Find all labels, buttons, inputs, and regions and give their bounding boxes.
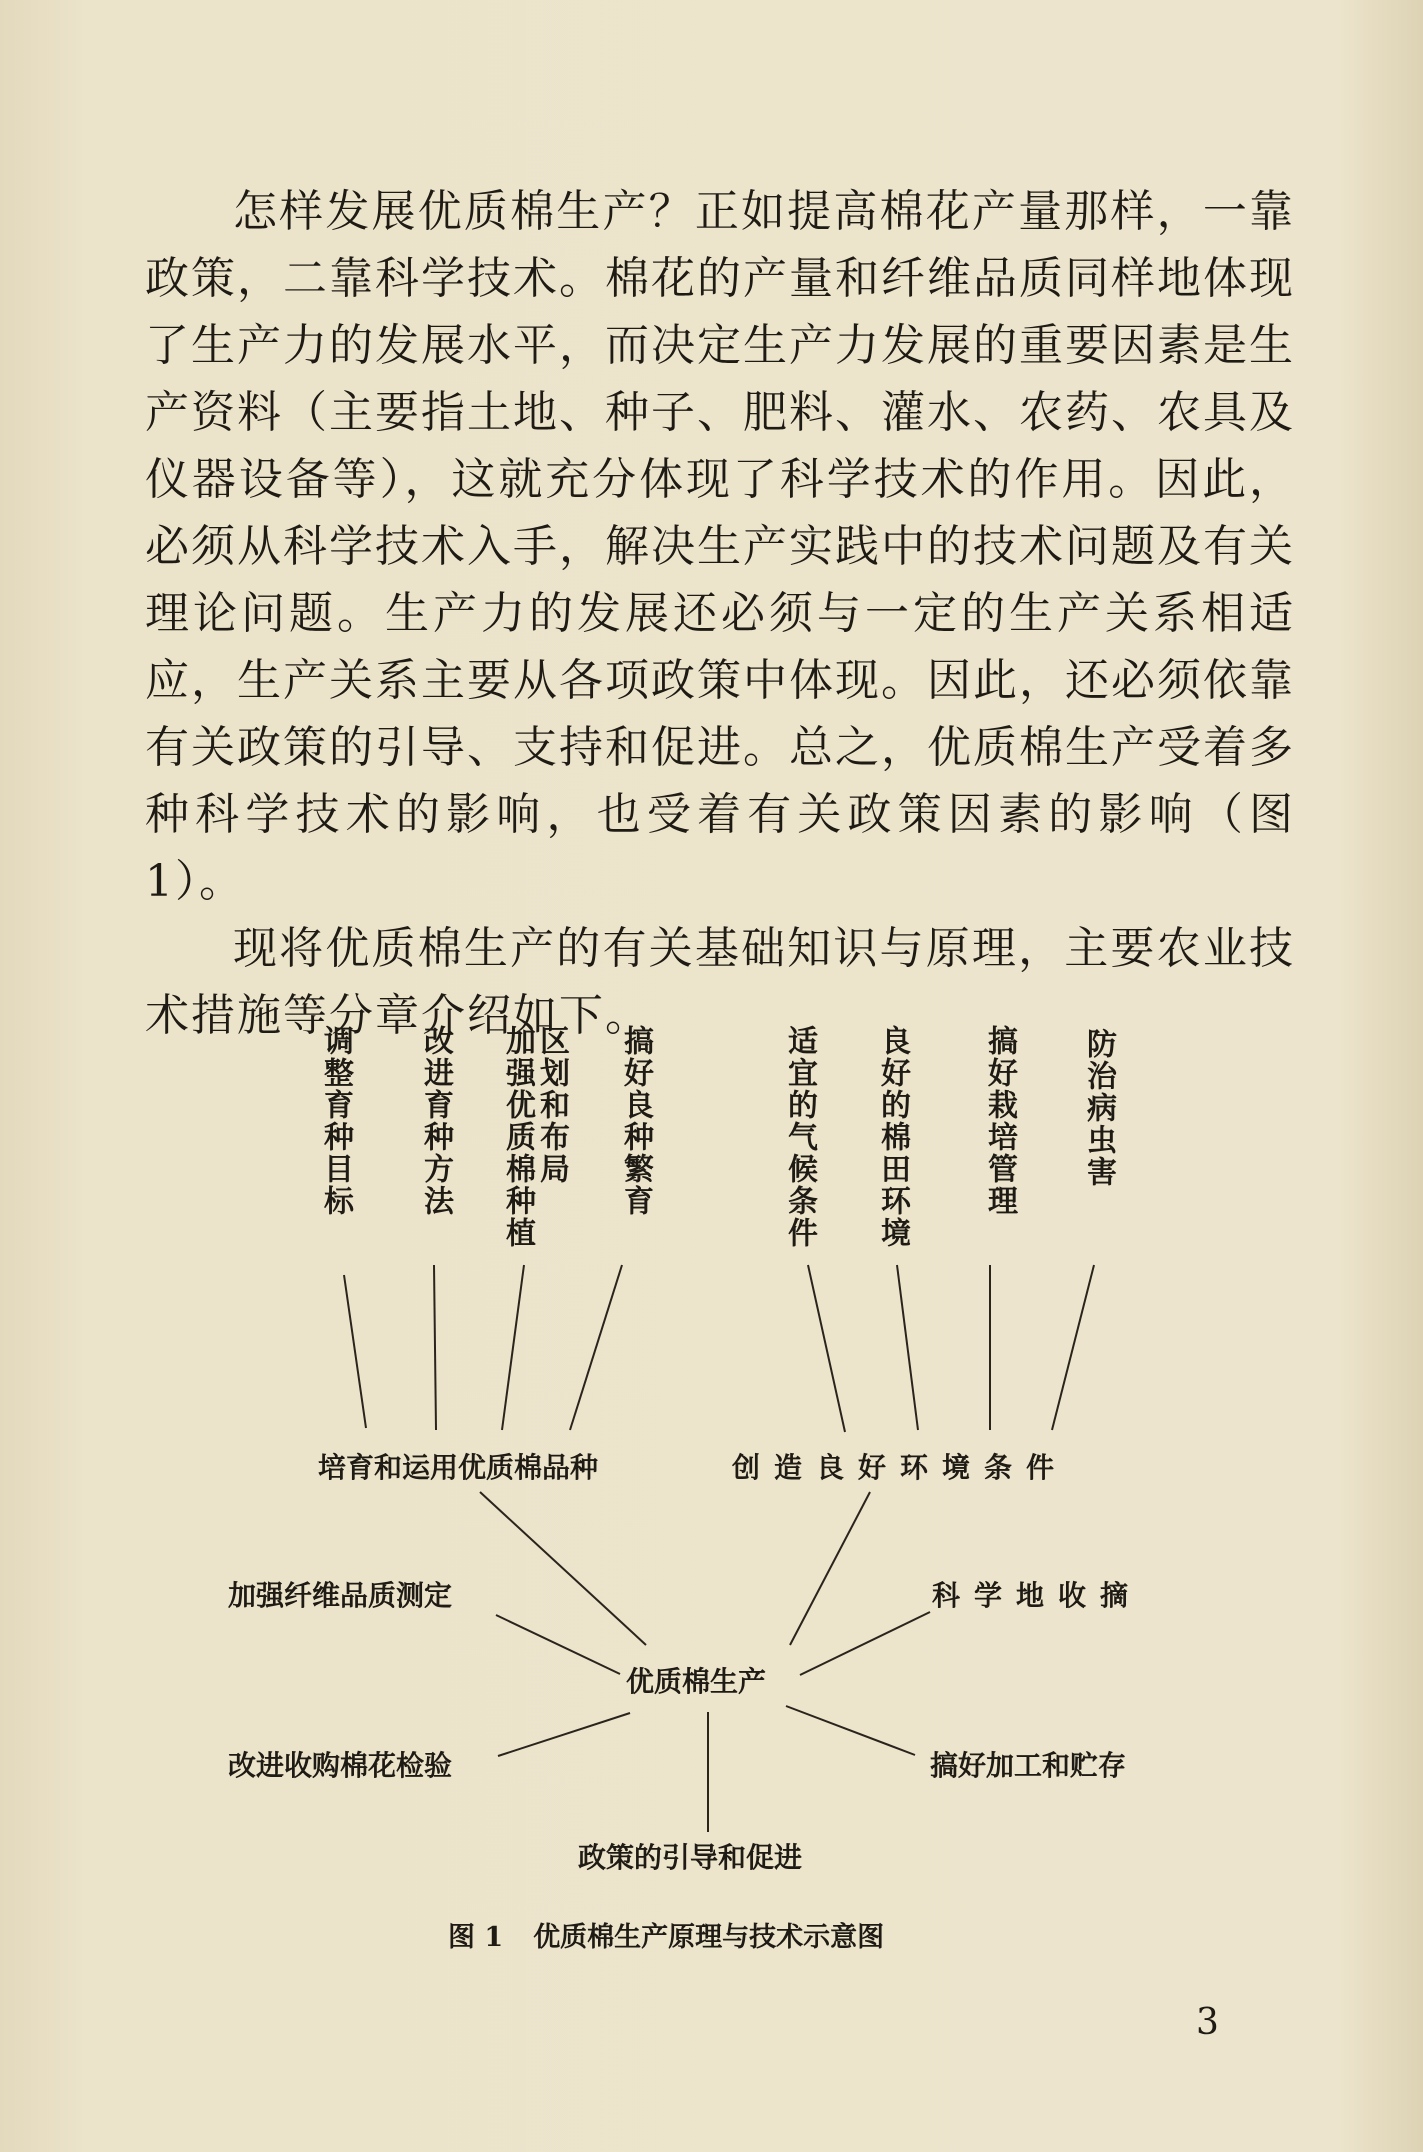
- connector-line: [1052, 1265, 1094, 1430]
- figure-caption: [448, 1915, 884, 1954]
- label-quality-cotton-production: 优质棉生产: [626, 1665, 767, 1698]
- connector-line: [800, 1612, 930, 1675]
- connector-line: [786, 1706, 915, 1755]
- label-zoning-layout: 区划和布局: [534, 1025, 569, 1185]
- label-climate-conditions: 适宜的气候条件: [782, 1025, 817, 1249]
- figure-title: 优质棉生产原理与技术示意图: [533, 1922, 885, 1953]
- page-number: 3: [1196, 2002, 1219, 2043]
- connector-line: [480, 1492, 646, 1645]
- label-improve-breeding-method: 改进育种方法: [418, 1025, 453, 1217]
- connector-line: [496, 1615, 620, 1674]
- label-field-environment: 良好的棉田环境: [875, 1025, 910, 1249]
- connector-line: [897, 1265, 918, 1430]
- label-seed-propagation: 搞好良种繁育: [618, 1025, 653, 1217]
- figure-number: 图 1: [448, 1922, 504, 1953]
- label-strengthen-planting: 加强优质棉种植: [500, 1025, 535, 1249]
- label-create-environment: 创造良好环境条件: [732, 1451, 1069, 1484]
- paragraph-1: 怎样发展优质棉生产？正如提高棉花产量那样，一靠政策，二靠科学技术。棉花的产量和纤维品质同样地体现了生产力的发展水平，而决定生产力发展的重要因素是生产资料（主要指土地、种子、肥料、灌水、农药、农具及仪器设备等），这就充分体现了科学技术的作用。因此，必须从科学技术入手，解决生产实践中的技术问题及有关理论问题。生产力的发展还必须与一定的生产关系相适应，生产关系主要从各项政策中体现。因此，还必须依靠有关政策的引导、支持和促进。总之，优质棉生产受着多种科学技术的影响，也受着有关政策因素的影响（图1）。: [145, 186, 1295, 907]
- label-scientific-harvest: 科学地收摘: [932, 1579, 1143, 1612]
- connector-line: [790, 1492, 870, 1645]
- connector-line: [434, 1265, 436, 1430]
- label-policy-guidance: 政策的引导和促进: [578, 1841, 803, 1874]
- paragraph-2: 现将优质棉生产的有关基础知识与原理，主要农业技术措施等分章介绍如下。: [145, 923, 1295, 1041]
- connector-line: [344, 1275, 366, 1428]
- label-pest-control: 防治病虫害: [1081, 1028, 1116, 1188]
- connector-line: [808, 1265, 845, 1432]
- connector-line: [498, 1713, 630, 1756]
- label-fiber-quality-test: 加强纤维品质测定: [228, 1579, 453, 1612]
- label-cultivation-management: 搞好栽培管理: [982, 1025, 1017, 1217]
- label-purchase-inspection: 改进收购棉花检验: [228, 1749, 453, 1782]
- label-breed-varieties: 培育和运用优质棉品种: [318, 1451, 599, 1484]
- label-adjust-breeding-goal: 调整育种目标: [318, 1025, 353, 1217]
- connector-line: [502, 1265, 524, 1430]
- connector-line: [570, 1265, 622, 1430]
- label-processing-storage: 搞好加工和贮存: [930, 1749, 1127, 1782]
